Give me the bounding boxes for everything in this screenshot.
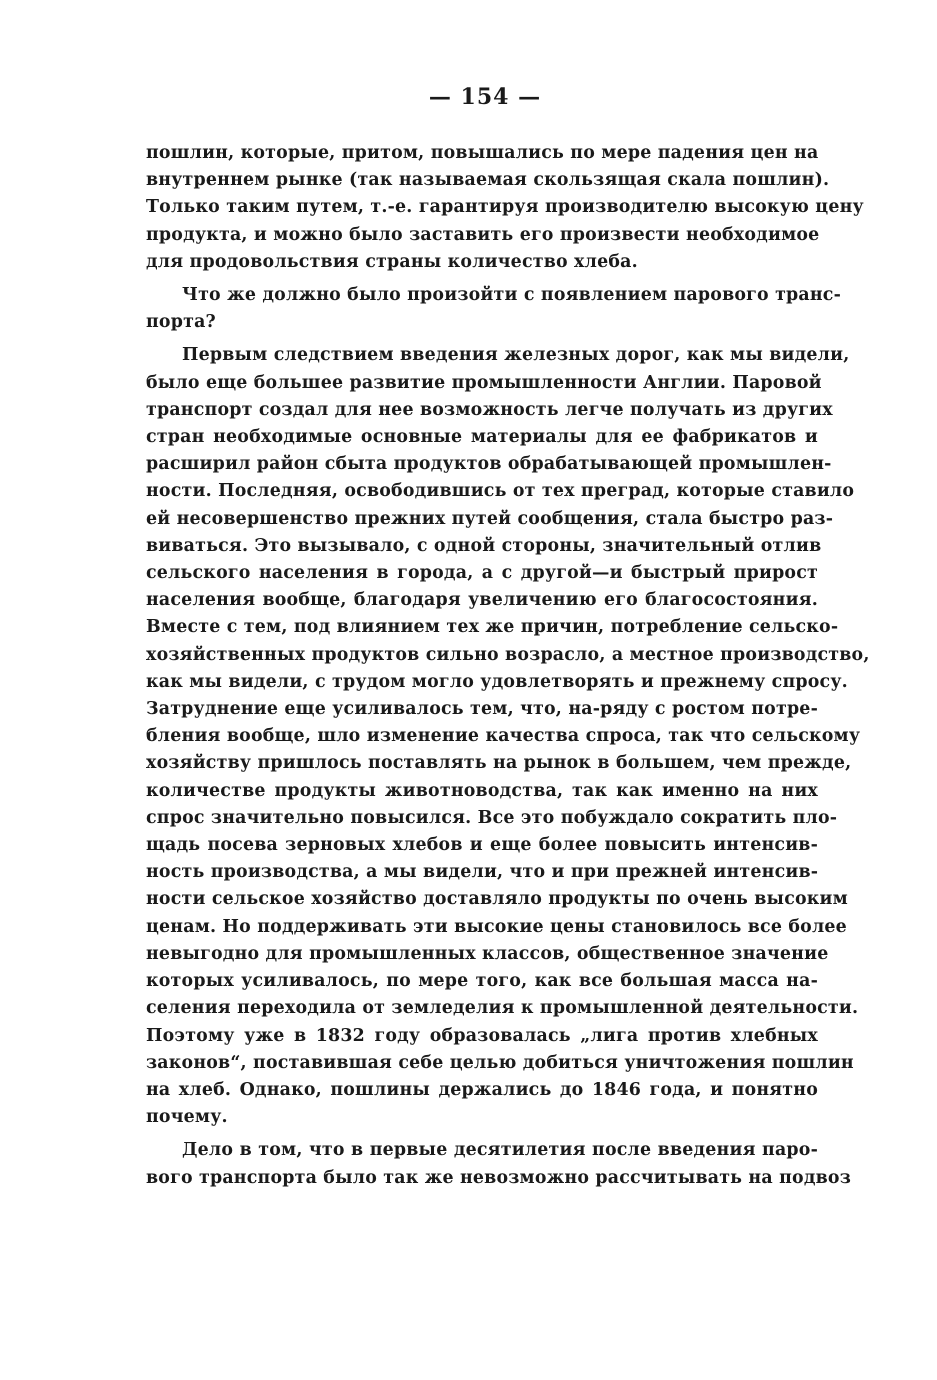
text-line: расширил район сбыта продуктов обрабатывающей промышлен-	[146, 454, 832, 475]
text-line: ценам. Но поддерживать эти высокие цены становилось все более	[146, 916, 847, 937]
paragraph-4	[146, 1137, 851, 1191]
paragraph-3	[146, 342, 870, 1131]
text-line: ность производства, а мы видели, что и при прежней интенсив-	[146, 862, 819, 883]
text-line: Что же должно было произойти с появлением парового транс-	[182, 285, 842, 306]
text-line: внутреннем рынке (так называемая скользящая скала пошлин).	[146, 170, 830, 191]
text-line: бления вообще, шло изменение качества спроса, так что сельскому	[146, 726, 861, 747]
text-line: на хлеб. Однако, пошлины держались до 1846 года, и понятно	[146, 1079, 818, 1100]
text-line: хозяйственных продуктов сильно возрасло, а местное производство,	[146, 644, 870, 665]
text-line: Вместе с тем, под влиянием тех же причин, потребление сельско-	[146, 617, 839, 638]
page-number: — 154 —	[428, 84, 542, 110]
text-line: сельского населения в города, а с другой—и быстрый прирост	[146, 563, 818, 584]
text-line: как мы видели, с трудом могло удовлетворять и прежнему спросу.	[146, 671, 848, 692]
text-line: транспорт создал для нее возможность легче получать из других	[146, 399, 833, 420]
text-line: спрос значительно повысился. Все это побуждало сократить пло-	[146, 807, 838, 828]
text-line: для продовольствия страны количество хлеба.	[146, 251, 638, 272]
text-line: селения переходила от земледелия к промышленной деятельности.	[146, 998, 859, 1019]
text-line: количестве продукты животноводства, так как именно на них	[146, 780, 818, 801]
text-line: продукта, и можно было заставить его произвести необходимое	[146, 224, 820, 245]
paragraph-2	[146, 282, 842, 336]
text-line: Первым следствием введения железных дорог, как мы видели,	[182, 345, 850, 366]
text-line: хозяйству пришлось поставлять на рынок в большем, чем прежде,	[146, 753, 852, 774]
text-line: виваться. Это вызывало, с одной стороны, значительный отлив	[146, 535, 822, 556]
paragraph-1	[146, 140, 864, 276]
text-line: невыгодно для промышленных классов, общественное значение	[146, 943, 829, 964]
text-line: населения вообще, благодаря увеличению его благосостояния.	[146, 590, 818, 611]
text-line: было еще большее развитие промышленности Англии. Паровой	[146, 372, 822, 393]
text-line: ей несовершенство прежних путей сообщения, стала быстро раз-	[146, 508, 834, 529]
text-line: вого транспорта было так же невозможно рассчитывать на подвоз	[146, 1167, 851, 1188]
text-line: ности. Последняя, освободившись от тех преград, которые ставило	[146, 481, 855, 502]
text-line: Дело в том, что в первые десятилетия после введения паро-	[182, 1140, 818, 1161]
text-line: ности сельское хозяйство доставляло продукты по очень высоким	[146, 889, 848, 910]
text-line: Только таким путем, т.-е. гарантируя производителю высокую цену	[146, 197, 864, 218]
text-line: которых усиливалось, по мере того, как все большая масса на-	[146, 971, 818, 992]
text-line: Поэтому уже в 1832 году образовалась „лига против хлебных	[146, 1025, 818, 1046]
body-text	[146, 140, 870, 1192]
text-line: Затруднение еще усиливалось тем, что, на-ряду с ростом потре-	[146, 699, 818, 720]
text-line: порта?	[146, 312, 216, 333]
text-line: щадь посева зерновых хлебов и еще более повысить интенсив-	[146, 835, 818, 856]
text-line: почему.	[146, 1107, 228, 1128]
text-line: стран необходимые основные материалы для ее фабрикатов и	[146, 427, 818, 448]
text-line: законов“, поставившая себе целью добиться уничтожения пошлин	[146, 1052, 854, 1073]
text-line: пошлин, которые, притом, повышались по мере падения цен на	[146, 143, 819, 163]
